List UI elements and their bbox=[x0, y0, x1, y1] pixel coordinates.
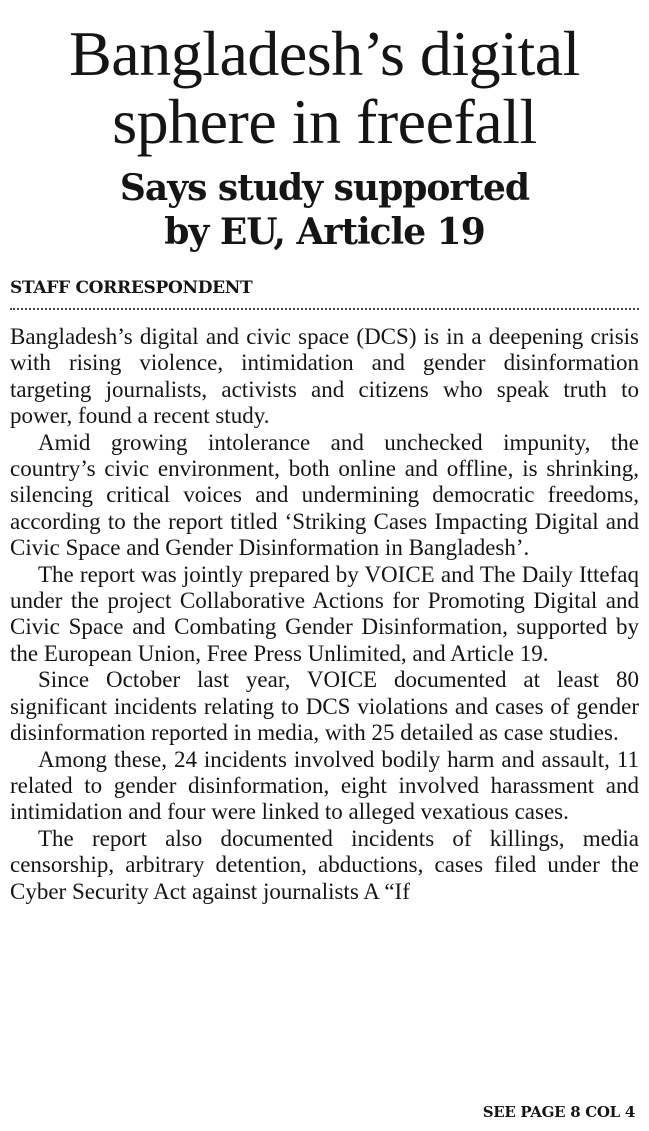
article-paragraph: The report also documented incidents of killings, media censorship, arbitrary detention, abductions, cases filed under the Cyber Security Act against journalists A “If bbox=[10, 825, 639, 904]
article-paragraph: Since October last year, VOICE documented at least 80 significant incidents relating to DCS violations and cases of gender disinformation reported in media, with 25 detailed as case studies. bbox=[10, 667, 639, 746]
article-paragraph: Amid growing intolerance and unchecked impunity, the country’s civic environment, both online and offline, is shrinking, silencing critical voices and undermining democratic freedoms, according to the report titled ‘Striking Cases Impacting Digital and Civic Space and Gender Disinformation in Bangladesh’. bbox=[10, 429, 639, 561]
byline: STAFF CORRESPONDENT bbox=[10, 278, 253, 298]
subheadline bbox=[10, 166, 639, 254]
article-paragraph: Bangladesh’s digital and civic space (DCS) is in a deepening crisis with rising violence, intimidation and gender disinformation targeting journalists, activists and citizens who speak truth to power, found a recent study. bbox=[10, 324, 639, 429]
article-body bbox=[10, 324, 639, 905]
continued-on-page-link[interactable]: SEE PAGE 8 COL 4 bbox=[482, 1103, 635, 1121]
article-paragraph: The report was jointly prepared by VOICE and The Daily Ittefaq under the project Collaborative Actions for Promoting Digital and Civic Space and Combating Gender Disinformation, supported by the European Union, Free Press Unlimited, and Article 19. bbox=[10, 561, 639, 666]
article-paragraph: Among these, 24 incidents involved bodily harm and assault, 11 related to gender disinformation, eight involved harassment and intimidation and four were linked to alleged vexatious cases. bbox=[10, 746, 639, 825]
headline bbox=[10, 0, 639, 156]
headline-line-1: Bangladesh’s digital bbox=[69, 18, 580, 89]
dotted-divider bbox=[10, 308, 639, 310]
subheadline-line-1: Says study supported bbox=[119, 167, 530, 209]
subheadline-line-2: by EU, Article 19 bbox=[164, 211, 485, 253]
headline-line-2: sphere in freefall bbox=[112, 86, 537, 157]
